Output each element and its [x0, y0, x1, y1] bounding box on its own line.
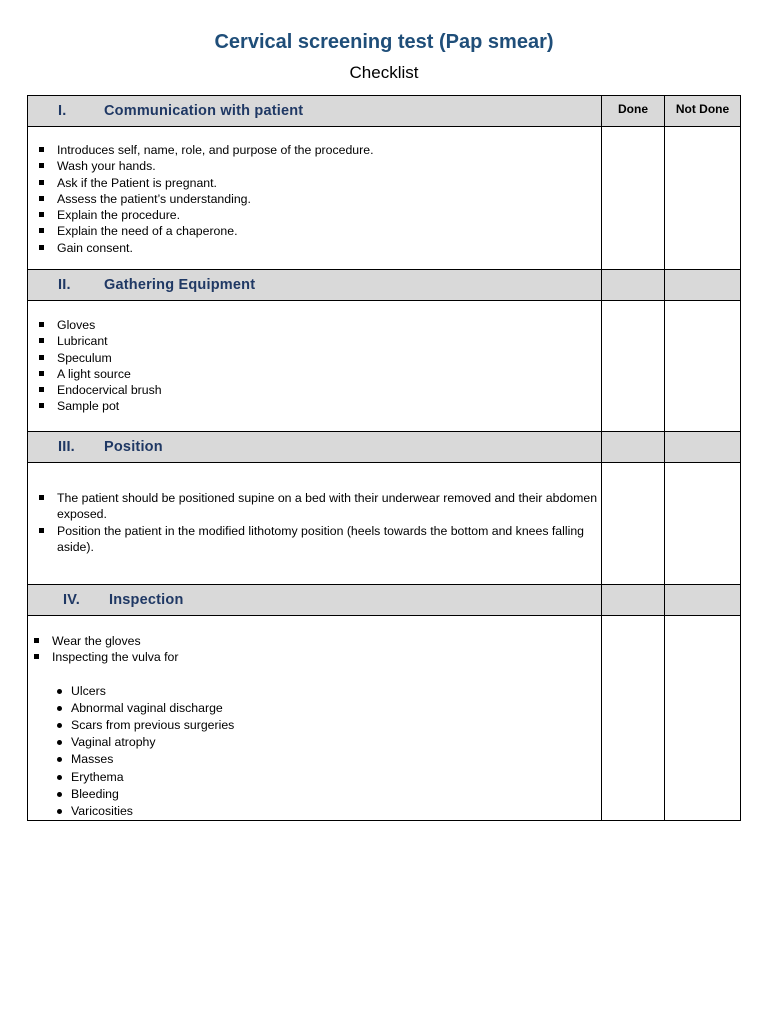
done-cell[interactable] [602, 463, 665, 585]
section-number: II. [58, 277, 71, 293]
item-list [28, 616, 601, 820]
item-list [28, 301, 601, 415]
done-cell[interactable] [602, 127, 665, 270]
list-item: Sample pot [38, 398, 601, 414]
section-title: Position [104, 439, 163, 455]
checklist-table [27, 95, 741, 821]
list-item: Ask if the Patient is pregnant. [38, 175, 601, 191]
sub-list-item: Ulcers [57, 683, 601, 700]
list-item [33, 649, 601, 820]
document-subtitle: Checklist [349, 63, 419, 82]
section-header-communication [28, 96, 741, 127]
section-header-inspection [28, 585, 741, 616]
list-item: Position the patient in the modified lithotomy position (heels towards the bottom and knees falling aside). [38, 523, 601, 556]
list-item: A light source [38, 366, 601, 382]
not-done-cell[interactable] [665, 301, 741, 432]
sub-list-item: Masses [57, 751, 601, 768]
section-number: IV. [63, 592, 80, 608]
list-item-text: Inspecting the vulva for [52, 650, 179, 665]
list-item: Assess the patient’s understanding. [38, 191, 601, 207]
done-cell[interactable] [602, 301, 665, 432]
section-items-communication [28, 127, 741, 270]
section-number: III. [58, 439, 75, 455]
list-item: Gain consent. [38, 240, 601, 256]
not-done-cell[interactable] [665, 463, 741, 585]
list-item: Speculum [38, 350, 601, 366]
not-done-column-header: Not Done [675, 102, 730, 116]
section-title: Communication with patient [104, 103, 304, 119]
sub-list-item: Vaginal atrophy [57, 734, 601, 751]
list-item: Lubricant [38, 333, 601, 349]
sub-list-item: Bleeding [57, 786, 601, 803]
section-items-inspection [28, 616, 741, 821]
list-item: The patient should be positioned supine on a bed with their underwear removed and their abdomen exposed. [38, 490, 601, 523]
sub-list-item: Abnormal vaginal discharge [57, 700, 601, 717]
section-number: I. [58, 103, 67, 119]
sub-list-item: Varicosities [57, 803, 601, 820]
list-item: Explain the need of a chaperone. [38, 223, 601, 239]
section-items-position [28, 463, 741, 585]
sub-item-list [52, 666, 601, 821]
document-title: Cervical screening test (Pap smear) [214, 31, 554, 53]
done-column-header: Done [618, 102, 648, 116]
section-title: Inspection [109, 592, 184, 608]
section-items-equipment [28, 301, 741, 432]
list-item: Endocervical brush [38, 382, 601, 398]
item-list [28, 463, 601, 555]
list-item: Wear the gloves [33, 633, 601, 649]
list-item: Gloves [38, 317, 601, 333]
list-item: Explain the procedure. [38, 207, 601, 223]
section-header-equipment [28, 270, 741, 301]
list-item: Wash your hands. [38, 158, 601, 174]
list-item: Introduces self, name, role, and purpose of the procedure. [38, 142, 601, 158]
not-done-cell[interactable] [665, 616, 741, 821]
not-done-cell[interactable] [665, 127, 741, 270]
item-list [28, 127, 601, 256]
section-title: Gathering Equipment [104, 277, 256, 293]
section-header-position [28, 432, 741, 463]
sub-list-item: Scars from previous surgeries [57, 717, 601, 734]
sub-list-item: Erythema [57, 769, 601, 786]
done-cell[interactable] [602, 616, 665, 821]
